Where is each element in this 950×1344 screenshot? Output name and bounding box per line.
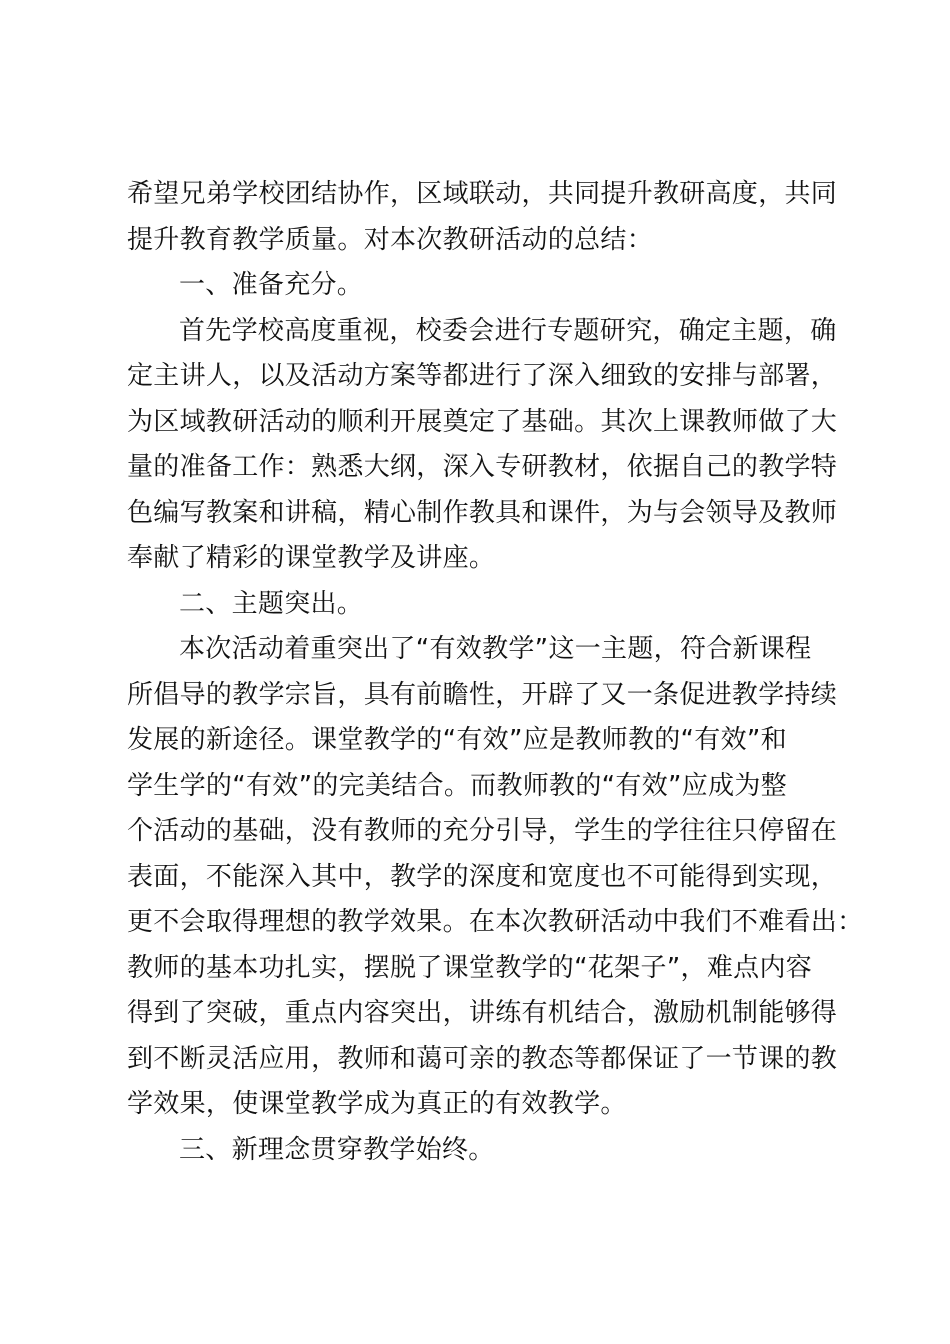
section-heading: 二、主题突出。: [179, 588, 364, 619]
text-line: 教师的基本功扎实，摆脱了课堂教学的“花架子”，难点内容: [127, 952, 813, 983]
document-body: [127, 172, 864, 1173]
text-line: 表面，不能深入其中，教学的深度和宽度也不可能得到实现，: [127, 861, 838, 892]
text-line: 更不会取得理想的教学效果。在本次教研活动中我们不难看出：: [127, 907, 864, 937]
text-line: 首先学校高度重视，校委会进行专题研究，确定主题，确: [179, 315, 837, 346]
text-line: 量的准备工作：熟悉大纲，深入专研教材，依据自己的教学特: [127, 452, 838, 482]
text-line: 本次活动着重突出了“有效教学”这一主题，符合新课程: [179, 634, 812, 664]
text-line: 提升教育教学质量。对本次教研活动的总结：: [127, 224, 654, 255]
text-line: 色编写教案和讲稿，精心制作教具和课件，为与会领导及教师: [127, 497, 838, 528]
text-line: 为区域教研活动的顺利开展奠定了基础。其次上课教师做了大: [127, 406, 838, 437]
text-line: 奉献了精彩的课堂教学及讲座。: [127, 543, 496, 573]
text-line: 个活动的基础，没有教师的充分引导，学生的学往往只停留在: [127, 816, 838, 846]
section-heading: 三、新理念贯穿教学始终。: [179, 1134, 495, 1165]
text-line: 发展的新途径。课堂教学的“有效”应是教师教的“有效”和: [127, 725, 787, 755]
text-line: 到不断灵活应用，教师和蔼可亲的教态等都保证了一节课的教: [127, 1043, 838, 1074]
text-line: 得到了突破，重点内容突出，讲练有机结合，激励机制能够得: [127, 998, 838, 1028]
text-line: 定主讲人，以及活动方案等都进行了深入细致的安排与部署，: [127, 361, 838, 391]
section-heading: 一、准备充分。: [179, 270, 364, 300]
text-line: 所倡导的教学宗旨，具有前瞻性，开辟了又一条促进教学持续: [127, 679, 838, 710]
text-line: 希望兄弟学校团结协作，区域联动，共同提升教研高度，共同: [127, 179, 838, 209]
text-line: 学效果，使课堂教学成为真正的有效教学。: [127, 1089, 627, 1119]
text-line: 学生学的“有效”的完美结合。而教师教的“有效”应成为整: [127, 770, 787, 801]
